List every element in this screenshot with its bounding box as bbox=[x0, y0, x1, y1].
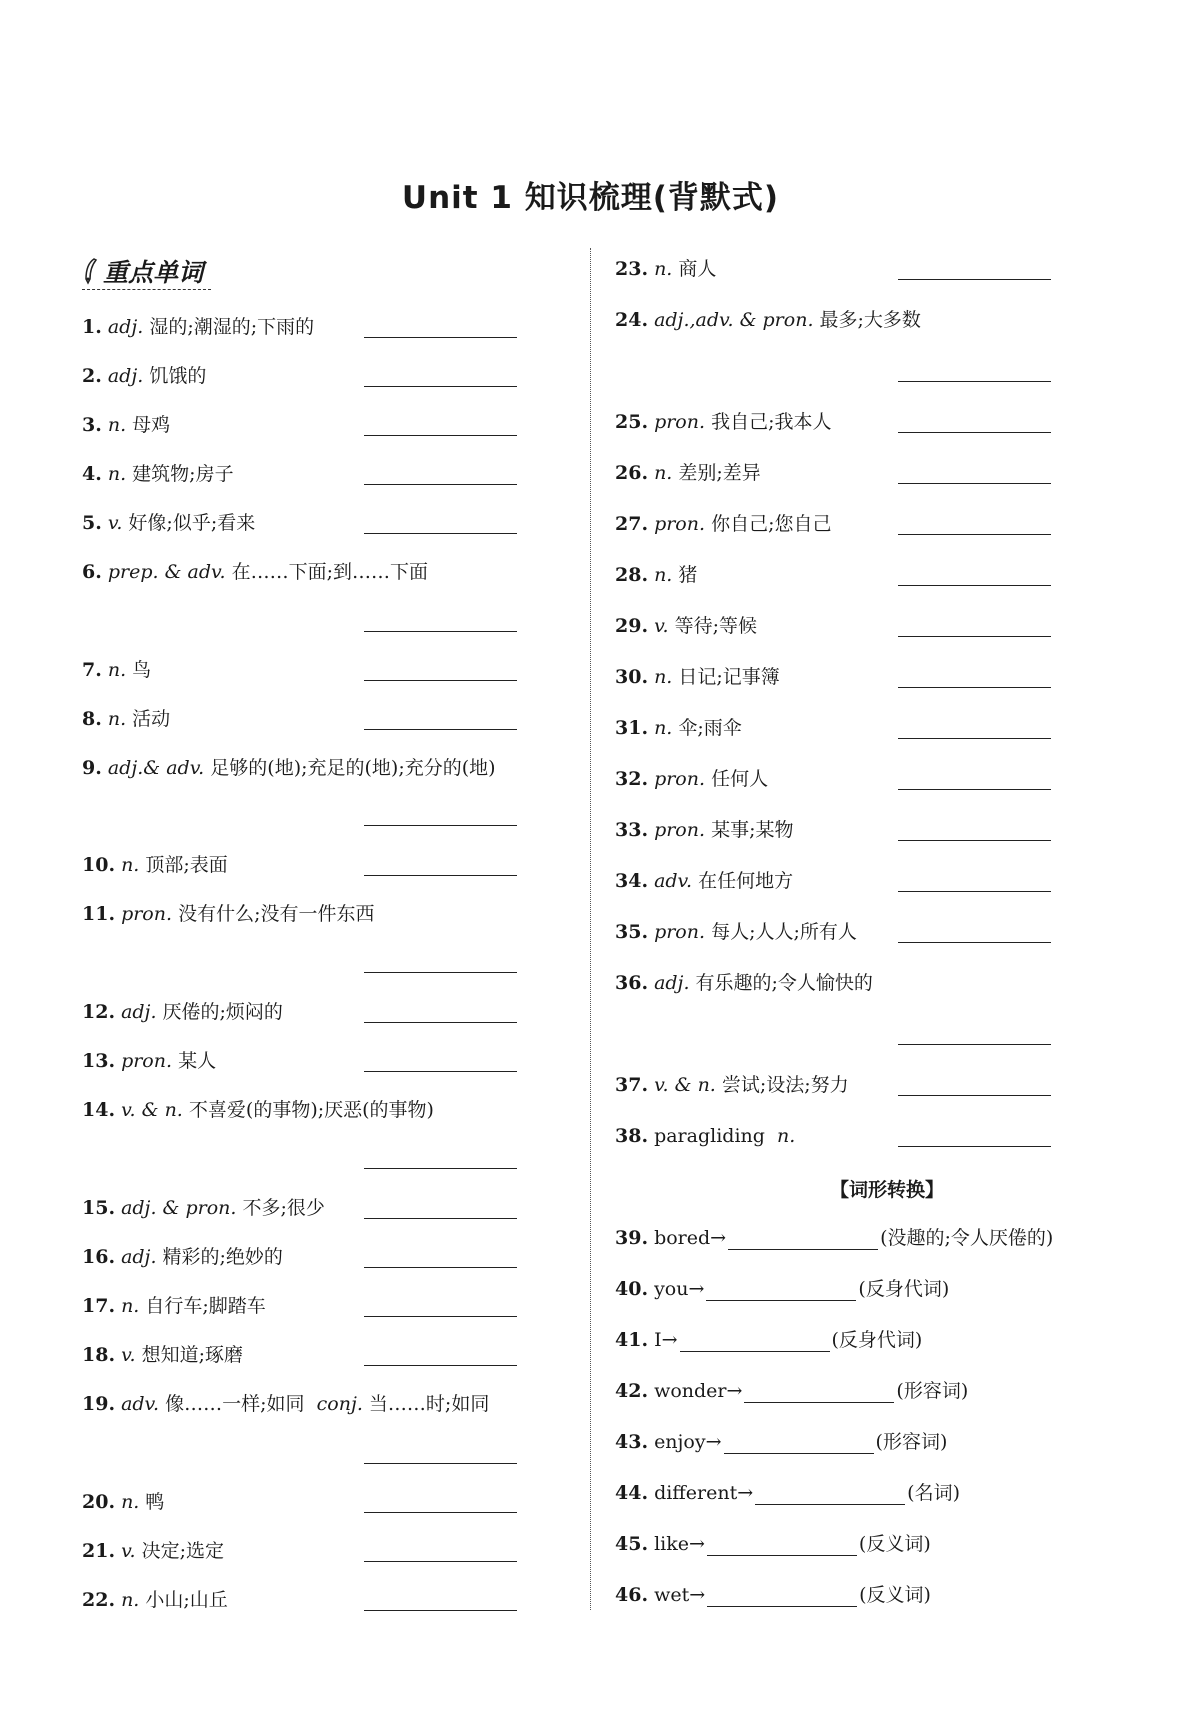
vocab-item: 20. n. 鸭 bbox=[82, 1491, 165, 1513]
vocab-item: 25. pron. 我自己;我本人 bbox=[615, 411, 832, 433]
answer-blank[interactable] bbox=[755, 1484, 905, 1505]
answer-blank[interactable] bbox=[364, 1512, 517, 1513]
vocab-item: 5. v. 好像;似乎;看来 bbox=[82, 512, 256, 534]
answer-blank[interactable] bbox=[898, 738, 1051, 739]
vocab-item: 30. n. 日记;记事簿 bbox=[615, 666, 780, 688]
answer-blank[interactable] bbox=[364, 1463, 517, 1464]
answer-blank[interactable] bbox=[364, 533, 517, 534]
answer-blank[interactable] bbox=[364, 386, 517, 387]
conversion-item: 45. like→ (反义词) bbox=[615, 1533, 931, 1555]
answer-blank[interactable] bbox=[364, 484, 517, 485]
subheading: 【词形转换】 bbox=[829, 1179, 944, 1201]
vocab-item: 24. adj.,adv. & pron. 最多;大多数 bbox=[615, 309, 921, 331]
answer-blank[interactable] bbox=[364, 337, 517, 338]
answer-blank[interactable] bbox=[898, 534, 1051, 535]
vocab-item: 7. n. 鸟 bbox=[82, 659, 152, 681]
vocab-item: 36. adj. 有乐趣的;令人愉快的 bbox=[615, 972, 873, 994]
answer-blank[interactable] bbox=[364, 972, 517, 973]
conversion-item: 46. wet→ (反义词) bbox=[615, 1584, 931, 1606]
vocab-item: 21. v. 决定;选定 bbox=[82, 1540, 225, 1562]
answer-blank[interactable] bbox=[364, 1610, 517, 1611]
vocab-item: 11. pron. 没有什么;没有一件东西 bbox=[82, 903, 375, 925]
vocab-item: 4. n. 建筑物;房子 bbox=[82, 463, 234, 485]
vocab-item: 17. n. 自行车;脚踏车 bbox=[82, 1295, 266, 1317]
answer-blank[interactable] bbox=[898, 432, 1051, 433]
vocab-item: 29. v. 等待;等候 bbox=[615, 615, 758, 637]
answer-blank[interactable] bbox=[898, 687, 1051, 688]
section-title: 重点单词 bbox=[103, 258, 204, 287]
vocab-item: 9. adj.& adv. 足够的(地);充足的(地);充分的(地) bbox=[82, 757, 496, 779]
vocab-item: 2. adj. 饥饿的 bbox=[82, 365, 207, 387]
vocab-item: 31. n. 伞;雨伞 bbox=[615, 717, 742, 739]
answer-blank[interactable] bbox=[706, 1280, 856, 1301]
answer-blank[interactable] bbox=[724, 1433, 874, 1454]
answer-blank[interactable] bbox=[707, 1586, 857, 1607]
answer-blank[interactable] bbox=[364, 631, 517, 632]
answer-blank[interactable] bbox=[898, 891, 1051, 892]
answer-blank[interactable] bbox=[728, 1229, 878, 1250]
vocab-item: 33. pron. 某事;某物 bbox=[615, 819, 794, 841]
vocab-item: 28. n. 猪 bbox=[615, 564, 698, 586]
vocab-item: 6. prep. & adv. 在……下面;到……下面 bbox=[82, 561, 428, 583]
answer-blank[interactable] bbox=[364, 729, 517, 730]
vocab-item: 22. n. 小山;山丘 bbox=[82, 1589, 228, 1611]
vocab-item: 23. n. 商人 bbox=[615, 258, 717, 280]
vocab-item: 27. pron. 你自己;您自己 bbox=[615, 513, 832, 535]
answer-blank[interactable] bbox=[898, 1095, 1051, 1096]
conversion-item: 44. different→ (名词) bbox=[615, 1482, 960, 1504]
answer-blank[interactable] bbox=[898, 840, 1051, 841]
answer-blank[interactable] bbox=[744, 1382, 894, 1403]
vocab-item: 32. pron. 任何人 bbox=[615, 768, 769, 790]
vocab-item: 37. v. & n. 尝试;设法;努力 bbox=[615, 1074, 849, 1096]
vocab-item: 38. paragliding n. bbox=[615, 1125, 796, 1147]
answer-blank[interactable] bbox=[898, 636, 1051, 637]
vocab-item: 19. adv. 像……一样;如同 conj. 当……时;如同 bbox=[82, 1393, 490, 1415]
vocab-item: 13. pron. 某人 bbox=[82, 1050, 217, 1072]
vocab-item: 3. n. 母鸡 bbox=[82, 414, 171, 436]
vocab-item: 10. n. 顶部;表面 bbox=[82, 854, 228, 876]
answer-blank[interactable] bbox=[364, 1022, 517, 1023]
vocab-item: 15. adj. & pron. 不多;很少 bbox=[82, 1197, 325, 1219]
conversion-item: 40. you→ (反身代词) bbox=[615, 1278, 950, 1300]
conversion-item: 43. enjoy→ (形容词) bbox=[615, 1431, 948, 1453]
answer-blank[interactable] bbox=[898, 1146, 1051, 1147]
answer-blank[interactable] bbox=[364, 825, 517, 826]
vocab-item: 16. adj. 精彩的;绝妙的 bbox=[82, 1246, 283, 1268]
answer-blank[interactable] bbox=[898, 483, 1051, 484]
answer-blank[interactable] bbox=[898, 942, 1051, 943]
answer-blank[interactable] bbox=[364, 1071, 517, 1072]
pen-icon bbox=[82, 257, 98, 285]
conversion-item: 41. I→ (反身代词) bbox=[615, 1329, 923, 1351]
answer-blank[interactable] bbox=[898, 279, 1051, 280]
vocab-item: 34. adv. 在任何地方 bbox=[615, 870, 794, 892]
answer-blank[interactable] bbox=[364, 875, 517, 876]
page-title: Unit 1 知识梳理(背默式) bbox=[401, 180, 780, 216]
vocab-item: 18. v. 想知道;琢磨 bbox=[82, 1344, 244, 1366]
vocab-item: 35. pron. 每人;人人;所有人 bbox=[615, 921, 857, 943]
answer-blank[interactable] bbox=[364, 1561, 517, 1562]
vocab-item: 12. adj. 厌倦的;烦闷的 bbox=[82, 1001, 283, 1023]
answer-blank[interactable] bbox=[364, 680, 517, 681]
answer-blank[interactable] bbox=[898, 1044, 1051, 1045]
answer-blank[interactable] bbox=[364, 1168, 517, 1169]
vocab-item: 8. n. 活动 bbox=[82, 708, 171, 730]
conversion-item: 39. bored→ (没趣的;令人厌倦的) bbox=[615, 1227, 1054, 1249]
answer-blank[interactable] bbox=[680, 1331, 830, 1352]
answer-blank[interactable] bbox=[364, 1267, 517, 1268]
answer-blank[interactable] bbox=[364, 1316, 517, 1317]
answer-blank[interactable] bbox=[364, 435, 517, 436]
answer-blank[interactable] bbox=[898, 789, 1051, 790]
answer-blank[interactable] bbox=[898, 381, 1051, 382]
conversion-item: 42. wonder→ (形容词) bbox=[615, 1380, 969, 1402]
vocab-item: 26. n. 差别;差异 bbox=[615, 462, 761, 484]
answer-blank[interactable] bbox=[898, 585, 1051, 586]
section-header bbox=[82, 253, 211, 290]
answer-blank[interactable] bbox=[707, 1535, 857, 1556]
vocab-item: 14. v. & n. 不喜爱(的事物);厌恶(的事物) bbox=[82, 1099, 434, 1121]
answer-blank[interactable] bbox=[364, 1365, 517, 1366]
vocab-item: 1. adj. 湿的;潮湿的;下雨的 bbox=[82, 316, 315, 338]
answer-blank[interactable] bbox=[364, 1218, 517, 1219]
column-divider bbox=[590, 248, 591, 1610]
